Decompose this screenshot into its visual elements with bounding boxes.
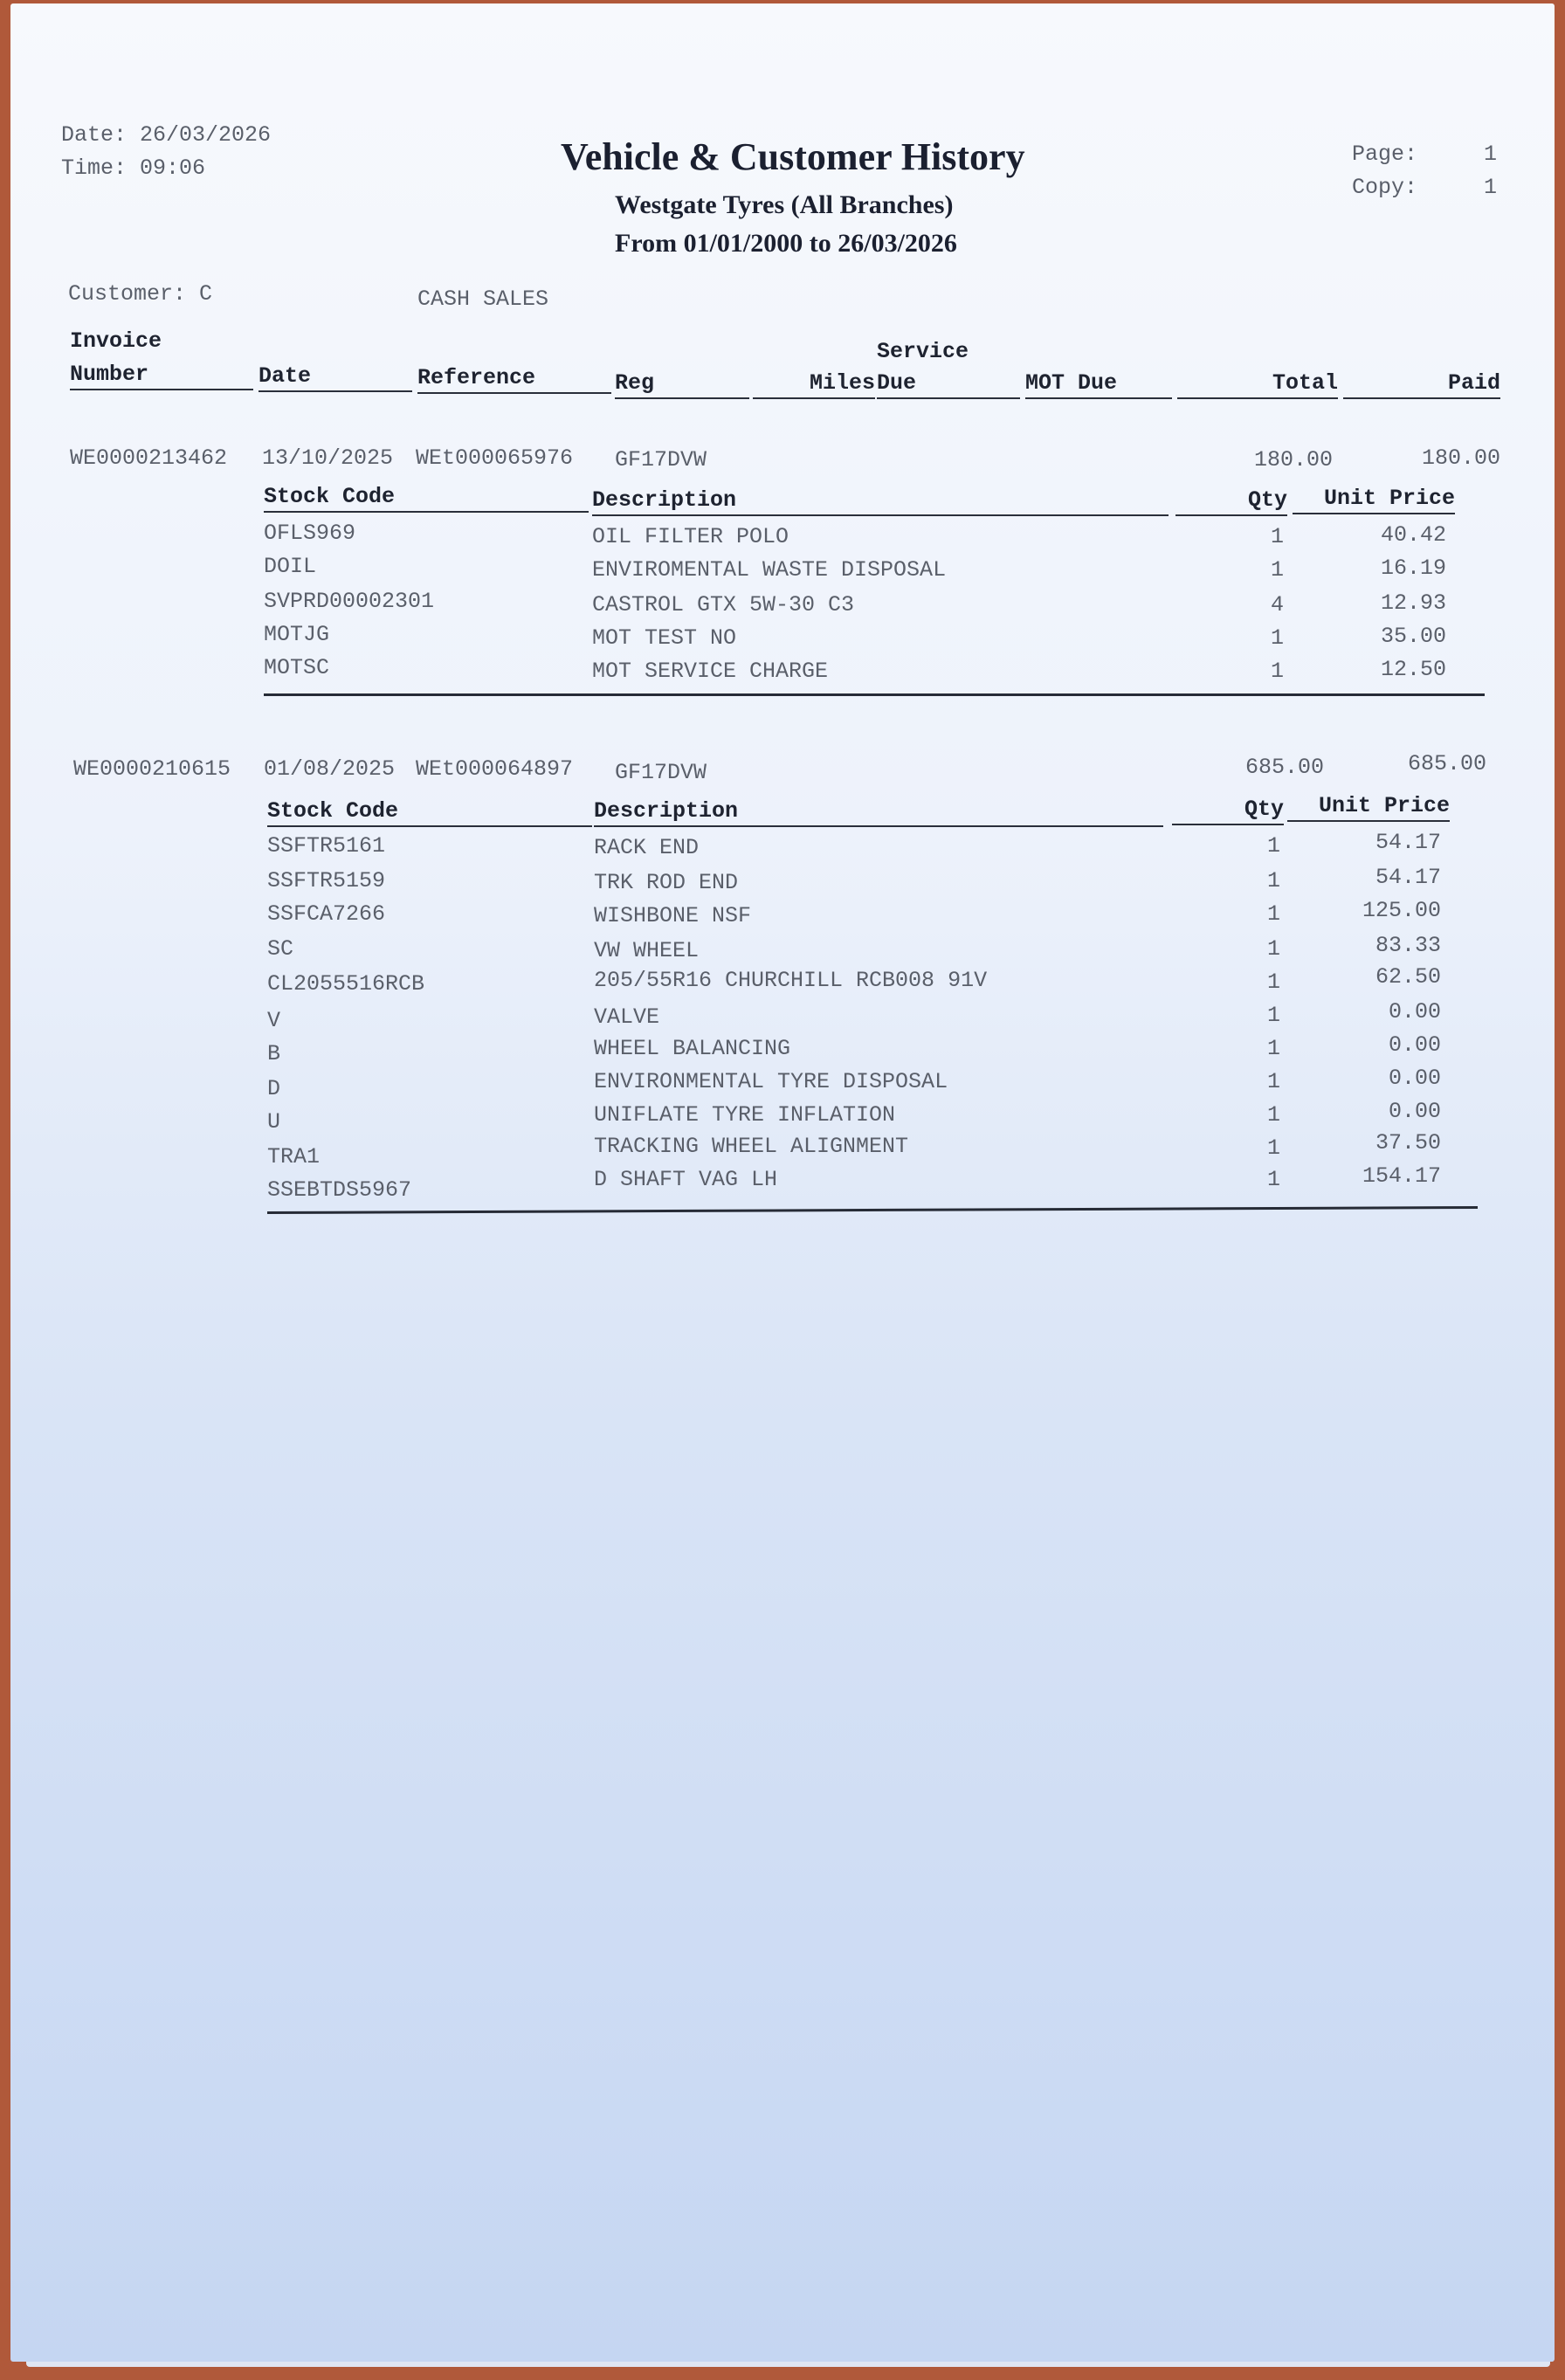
item-qty: 1 [1266, 1167, 1280, 1192]
item-stock-code: CL2055516RCB [267, 971, 425, 997]
item-description: UNIFLATE TYRE INFLATION [594, 1102, 896, 1128]
page-label: Page: [1352, 141, 1418, 167]
item-stock-code: MOTJG [264, 622, 330, 647]
item-stock-code: MOTSC [264, 655, 330, 680]
invoice-paid: 180.00 [1421, 445, 1500, 471]
item-header-unit-price: Unit Price [1293, 486, 1455, 514]
item-stock-code: SSEBTDS5967 [267, 1177, 412, 1203]
item-description: WISHBONE NSF [594, 903, 752, 928]
report-date: Date: 26/03/2026 [61, 122, 272, 148]
report-range: From 01/01/2000 to 26/03/2026 [615, 229, 957, 258]
header-invoice-number: Number [70, 362, 253, 390]
item-stock-code: B [267, 1041, 281, 1066]
invoice-reg: GF17DVW [615, 447, 707, 473]
item-description: D SHAFT VAG LH [594, 1167, 778, 1192]
item-stock-code: D [267, 1076, 281, 1101]
invoice-total: 180.00 [1253, 447, 1333, 473]
item-unit-price: 83.33 [1375, 933, 1441, 958]
item-qty: 1 [1266, 833, 1280, 859]
header-miles: Miles [753, 370, 875, 399]
item-header-stock-code: Stock Code [267, 798, 592, 827]
item-description: CASTROL GTX 5W-30 C3 [592, 592, 855, 617]
item-qty: 1 [1270, 659, 1284, 684]
report-page [10, 3, 1555, 2362]
item-description: OIL FILTER POLO [592, 524, 789, 549]
invoice-reg: GF17DVW [615, 760, 707, 785]
header-paid: Paid [1343, 370, 1500, 399]
invoice-divider [264, 693, 1485, 696]
item-unit-price: 12.93 [1380, 590, 1446, 616]
invoice-number: WE0000213462 [70, 445, 228, 471]
item-description: MOT TEST NO [592, 625, 737, 651]
item-qty: 1 [1266, 1135, 1280, 1161]
item-qty: 1 [1270, 557, 1284, 583]
item-unit-price: 54.17 [1375, 865, 1441, 890]
item-description: TRACKING WHEEL ALIGNMENT [594, 1134, 909, 1159]
customer-label: Customer: C [68, 281, 213, 307]
item-description: 205/55R16 CHURCHILL RCB008 91V [594, 968, 988, 993]
header-reg: Reg [615, 370, 749, 399]
item-stock-code: DOIL [264, 554, 317, 579]
invoice-reference: WEt000065976 [416, 445, 574, 471]
item-header-description: Description [592, 487, 1169, 516]
header-mot-due: MOT Due [1025, 370, 1172, 399]
item-description: ENVIROMENTAL WASTE DISPOSAL [592, 557, 947, 583]
item-header-qty: Qty [1175, 487, 1287, 516]
item-description: VW WHEEL [594, 938, 700, 963]
copy-value: 1 [1483, 175, 1497, 200]
item-unit-price: 35.00 [1380, 624, 1446, 649]
page-value: 1 [1483, 141, 1497, 167]
item-stock-code: U [267, 1109, 281, 1135]
item-stock-code: SSFTR5161 [267, 833, 386, 859]
customer-name: CASH SALES [417, 286, 549, 312]
item-header-description: Description [594, 798, 1163, 827]
item-header-qty: Qty [1172, 797, 1284, 825]
item-unit-price: 154.17 [1362, 1163, 1441, 1189]
item-stock-code: SSFCA7266 [267, 901, 386, 927]
item-stock-code: OFLS969 [264, 521, 356, 546]
item-description: VALVE [594, 1004, 660, 1030]
item-stock-code: SVPRD00002301 [264, 589, 435, 614]
item-unit-price: 16.19 [1380, 555, 1446, 581]
item-qty: 1 [1266, 1069, 1280, 1094]
invoice-number: WE0000210615 [73, 756, 231, 782]
invoice-date: 01/08/2025 [264, 756, 396, 782]
item-qty: 1 [1270, 524, 1284, 549]
item-unit-price: 37.50 [1375, 1130, 1441, 1156]
item-qty: 4 [1270, 592, 1284, 617]
item-header-stock-code: Stock Code [264, 484, 589, 513]
header-service-due: Due [877, 370, 1020, 399]
item-unit-price: 12.50 [1380, 657, 1446, 682]
item-qty: 1 [1266, 868, 1280, 893]
header-total: Total [1177, 370, 1338, 399]
invoice-paid: 685.00 [1407, 751, 1486, 776]
item-unit-price: 125.00 [1362, 898, 1441, 923]
item-qty: 1 [1266, 936, 1280, 962]
invoice-divider [267, 1206, 1478, 1214]
item-unit-price: 40.42 [1380, 522, 1446, 548]
header-invoice-top: Invoice [70, 328, 162, 354]
item-stock-code: SC [267, 936, 294, 962]
header-date: Date [259, 363, 412, 392]
item-qty: 1 [1266, 1102, 1280, 1128]
item-unit-price: 0.00 [1388, 999, 1441, 1024]
item-qty: 1 [1266, 969, 1280, 995]
copy-label: Copy: [1352, 175, 1418, 200]
item-stock-code: TRA1 [267, 1144, 321, 1169]
report-time: Time: 09:06 [61, 155, 206, 181]
item-unit-price: 0.00 [1388, 1099, 1441, 1124]
item-unit-price: 0.00 [1388, 1066, 1441, 1091]
item-stock-code: SSFTR5159 [267, 868, 386, 893]
item-description: ENVIRONMENTAL TYRE DISPOSAL [594, 1069, 948, 1094]
item-unit-price: 62.50 [1375, 964, 1441, 990]
invoice-reference: WEt000064897 [416, 756, 574, 782]
report-title: Vehicle & Customer History [561, 135, 1025, 178]
item-qty: 1 [1266, 901, 1280, 927]
header-reference: Reference [417, 365, 611, 394]
item-qty: 1 [1270, 625, 1284, 651]
header-service-top: Service [877, 339, 969, 364]
item-description: RACK END [594, 835, 700, 860]
item-qty: 1 [1266, 1003, 1280, 1028]
invoice-total: 685.00 [1244, 755, 1324, 780]
item-description: WHEEL BALANCING [594, 1036, 791, 1061]
invoice-date: 13/10/2025 [262, 445, 394, 471]
report-subtitle: Westgate Tyres (All Branches) [615, 190, 954, 219]
item-description: MOT SERVICE CHARGE [592, 659, 829, 684]
item-unit-price: 0.00 [1388, 1032, 1441, 1058]
item-unit-price: 54.17 [1375, 830, 1441, 855]
item-stock-code: V [267, 1008, 281, 1033]
item-description: TRK ROD END [594, 870, 739, 895]
item-header-unit-price: Unit Price [1287, 793, 1450, 822]
item-qty: 1 [1266, 1036, 1280, 1061]
